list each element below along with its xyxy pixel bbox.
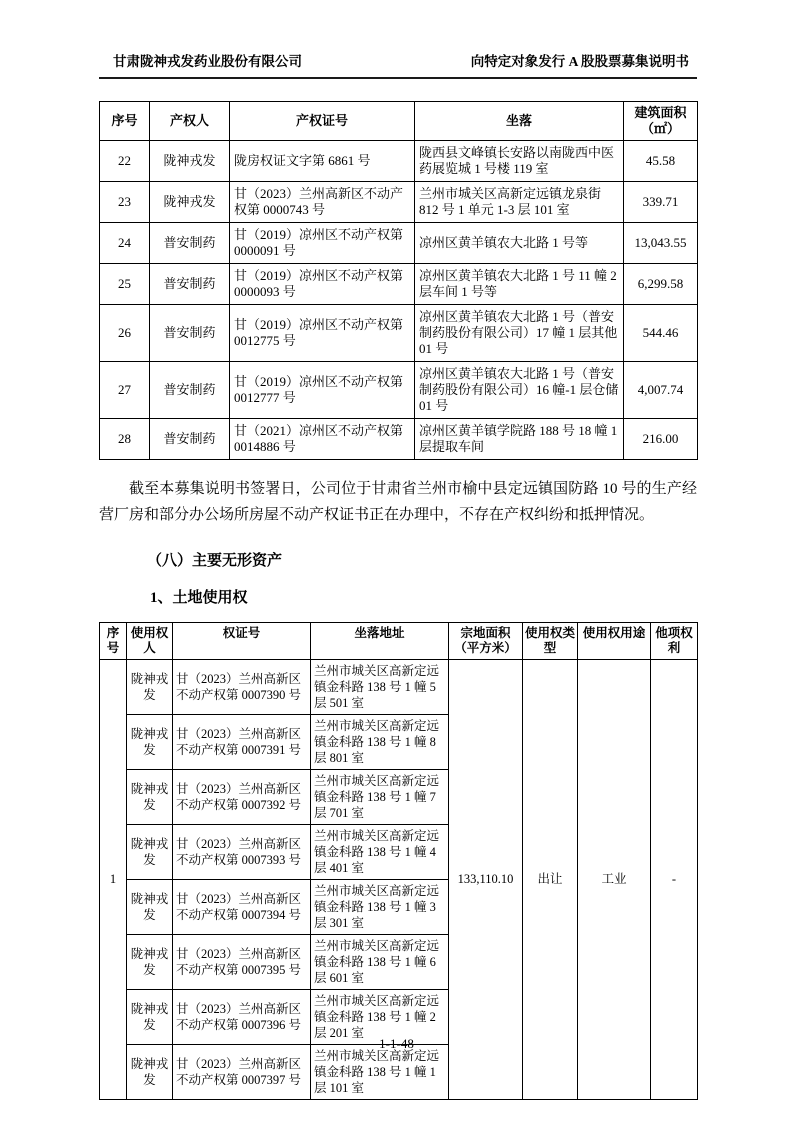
cell-location: 凉州区黄羊镇农大北路 1 号（普安制药股份有限公司）16 幢-1 层仓储 01 号 [415,362,624,419]
cell-address: 兰州市城关区高新定远镇金科路 138 号 1 幢 8 层 801 室 [311,714,449,769]
cell-address: 兰州市城关区高新定远镇金科路 138 号 1 幢 7 层 701 室 [311,769,449,824]
cell-location: 陇西县文峰镇长安路以南陇西中医药展览城 1 号楼 119 室 [415,141,624,182]
cell-address: 兰州市城关区高新定远镇金科路 138 号 1 幢 4 层 401 室 [311,824,449,879]
cell-address: 兰州市城关区高新定远镇金科路 138 号 1 幢 2 层 201 室 [311,989,449,1044]
cell-owner: 普安制药 [150,419,230,460]
table-row [100,305,698,362]
cell-right-type: 出让 [523,659,578,1099]
cell-other-rights: - [651,659,698,1099]
table-row [100,659,698,714]
cell-owner: 陇神戎发 [150,182,230,223]
cell-right-holder: 陇神戎发 [127,934,173,989]
cell-right-holder: 陇神戎发 [127,714,173,769]
cell-area: 544.46 [624,305,698,362]
cell-owner: 普安制药 [150,305,230,362]
cell-parcel-area: 133,110.10 [449,659,523,1099]
cell-cert: 陇房权证文字第 6861 号 [230,141,415,182]
table-row [100,182,698,223]
cell-no: 1 [100,659,127,1099]
page-number: 1-1-48 [379,1036,414,1051]
cell-no: 24 [100,223,150,264]
col-header-no: 序号 [100,622,127,659]
cell-area: 13,043.55 [624,223,698,264]
cell-area: 216.00 [624,419,698,460]
body-paragraph: 截至本募集说明书签署日，公司位于甘肃省兰州市榆中县定远镇国防路 10 号的生产经营厂房和部分办公场所房屋不动产权证书正在办理中，不存在产权纠纷和抵押情况。 [99,481,697,523]
cell-right-holder: 陇神戎发 [127,659,173,714]
section-heading: （八）主要无形资产 [147,552,283,569]
cell-address: 兰州市城关区高新定远镇金科路 138 号 1 幢 5 层 501 室 [311,659,449,714]
cell-address: 兰州市城关区高新定远镇金科路 138 号 1 幢 3 层 301 室 [311,879,449,934]
cell-location: 凉州区黄羊镇农大北路 1 号等 [415,223,624,264]
cell-address: 兰州市城关区高新定远镇金科路 138 号 1 幢 6 层 601 室 [311,934,449,989]
col-header-cert: 产权证号 [230,102,415,141]
cell-cert-no: 甘（2023）兰州高新区不动产权第 0007396 号 [173,989,311,1044]
cell-cert: 甘（2019）凉州区不动产权第 0012777 号 [230,362,415,419]
cell-cert-no: 甘（2023）兰州高新区不动产权第 0007390 号 [173,659,311,714]
cell-owner: 普安制药 [150,362,230,419]
col-header-no: 序号 [100,102,150,141]
cell-cert-no: 甘（2023）兰州高新区不动产权第 0007391 号 [173,714,311,769]
cell-area: 339.71 [624,182,698,223]
cell-right-usage: 工业 [578,659,651,1099]
cell-no: 28 [100,419,150,460]
cell-area: 45.58 [624,141,698,182]
cell-cert: 甘（2023）兰州高新区不动产权第 0000743 号 [230,182,415,223]
table-row [100,362,698,419]
col-header-owner: 产权人 [150,102,230,141]
cell-cert-no: 甘（2023）兰州高新区不动产权第 0007395 号 [173,934,311,989]
cell-location: 凉州区黄羊镇学院路 188 号 18 幢 1 层提取车间 [415,419,624,460]
col-header-cert-no: 权证号 [173,622,311,659]
cell-no: 25 [100,264,150,305]
cell-owner: 普安制药 [150,223,230,264]
table-row [100,419,698,460]
cell-area: 4,007.74 [624,362,698,419]
col-header-address: 坐落地址 [311,622,449,659]
cell-right-holder: 陇神戎发 [127,879,173,934]
cell-right-holder: 陇神戎发 [127,769,173,824]
cell-owner: 普安制药 [150,264,230,305]
cell-cert: 甘（2019）凉州区不动产权第 0000091 号 [230,223,415,264]
table-row [100,141,698,182]
land-table-header-row [100,622,698,659]
col-header-location: 坐落 [415,102,624,141]
cell-location: 凉州区黄羊镇农大北路 1 号 11 幢 2 层车间 1 号等 [415,264,624,305]
company-name: 甘肃陇神戎发药业股份有限公司 [113,54,302,69]
cell-no: 22 [100,141,150,182]
col-header-right-type: 使用权类型 [523,622,578,659]
cell-cert-no: 甘（2023）兰州高新区不动产权第 0007397 号 [173,1044,311,1099]
col-header-other-rights: 他项权利 [651,622,698,659]
cell-no: 27 [100,362,150,419]
cell-cert: 甘（2021）凉州区不动产权第 0014886 号 [230,419,415,460]
cell-cert-no: 甘（2023）兰州高新区不动产权第 0007393 号 [173,824,311,879]
document-header [99,50,697,79]
cell-cert-no: 甘（2023）兰州高新区不动产权第 0007394 号 [173,879,311,934]
cell-cert: 甘（2019）凉州区不动产权第 0000093 号 [230,264,415,305]
col-header-parcel-area: 宗地面积（平方米） [449,622,523,659]
cell-owner: 陇神戎发 [150,141,230,182]
property-table-header-row [100,102,698,141]
cell-location: 凉州区黄羊镇农大北路 1 号（普安制药股份有限公司）17 幢 1 层其他 01 号 [415,305,624,362]
cell-area: 6,299.58 [624,264,698,305]
cell-right-holder: 陇神戎发 [127,1044,173,1099]
col-header-area: 建筑面积（㎡） [624,102,698,141]
cell-cert-no: 甘（2023）兰州高新区不动产权第 0007392 号 [173,769,311,824]
document-title: 向特定对象发行 A 股股票募集说明书 [470,54,689,69]
land-use-table [99,622,698,1100]
col-header-right-holder: 使用权人 [127,622,173,659]
cell-address: 兰州市城关区高新定远镇金科路 138 号 1 幢 1 层 101 室 [311,1044,449,1099]
cell-right-holder: 陇神戎发 [127,989,173,1044]
cell-location: 兰州市城关区高新定远镇龙泉街 812 号 1 单元 1-3 层 101 室 [415,182,624,223]
property-cert-table [99,101,698,460]
subsection-heading: 1、土地使用权 [150,589,248,606]
col-header-right-usage: 使用权用途 [578,622,651,659]
table-row [100,264,698,305]
cell-no: 26 [100,305,150,362]
cell-cert: 甘（2019）凉州区不动产权第 0012775 号 [230,305,415,362]
table-row [100,223,698,264]
cell-no: 23 [100,182,150,223]
cell-right-holder: 陇神戎发 [127,824,173,879]
